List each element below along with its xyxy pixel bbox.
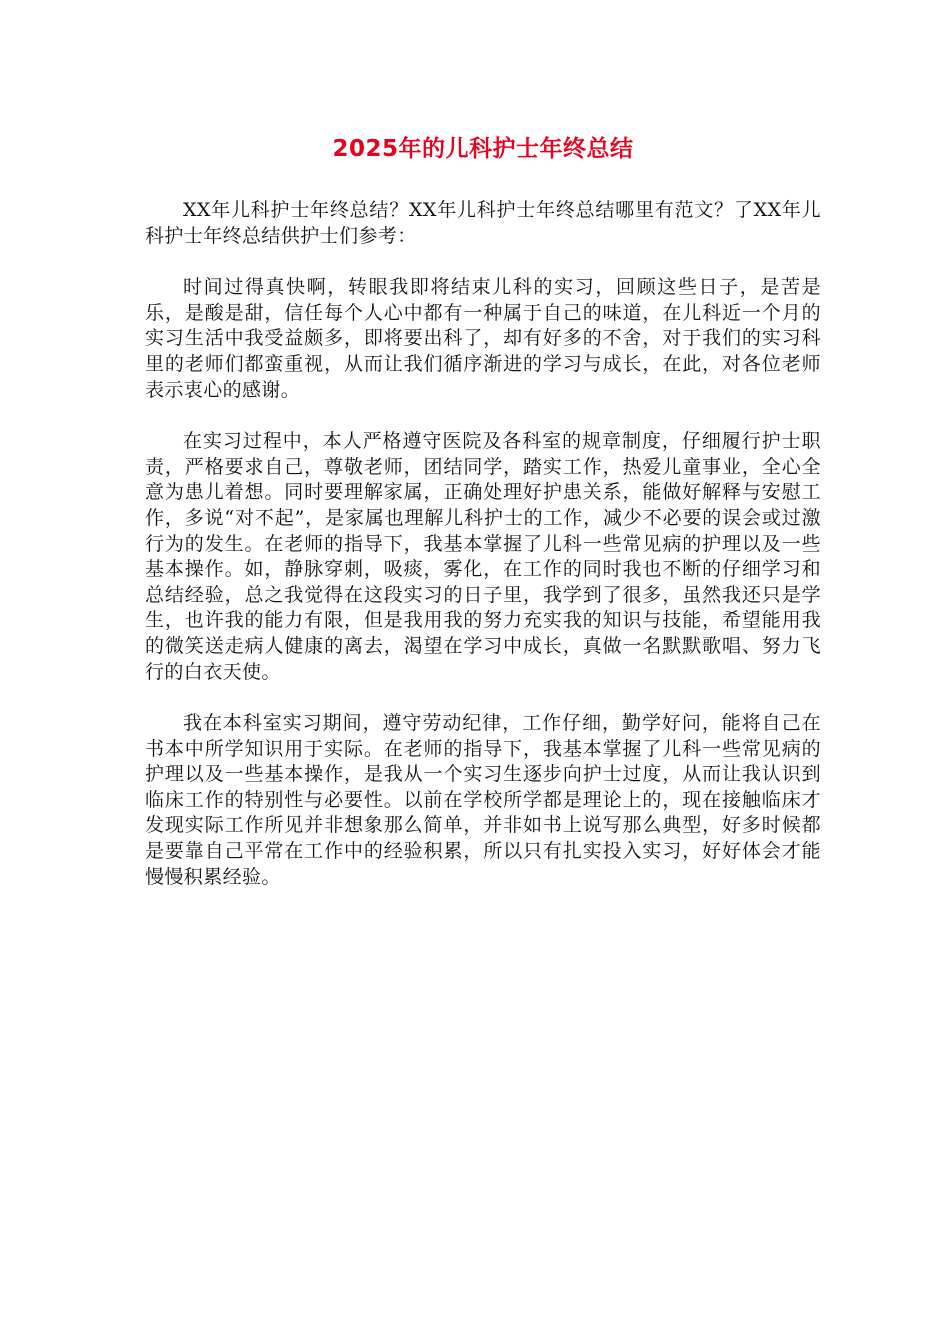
body-paragraph-2: 在实习过程中，本人严格遵守医院及各科室的规章制度，仔细履行护士职责，严格要求自己，尊敬老师，团结同学，踏实工作，热爱儿童事业，全心全意为患儿着想。同时要理解家属，正确处理好护患关系，能做好解释与安慰工作，多说“对不起”，是家属也理解儿科护士的工作，减少不必要的误会或过激行为的发生。在老师的指导下，我基本掌握了儿科一些常见病的护理以及一些基本操作。如，静脉穿刺，吸痰，雾化，在工作的同时我也不断的仔细学习和总结经验，总之我觉得在这段实习的日子里，我学到了很多，虽然我还只是学生，也许我的能力有限，但是我用我的努力充实我的知识与技能，希望能用我的微笑送走病人健康的离去，渴望在学习中成长，真做一名默默歌唱、努力飞行的白衣天使。 — [145, 430, 821, 683]
body-paragraph-1: 时间过得真快啊，转眼我即将结束儿科的实习，回顾这些日子，是苦是乐，是酸是甜，信任每个人心中都有一种属于自己的味道，在儿科近一个月的实习生活中我受益颇多，即将要出科了，却有好多的不舍，对于我们的实习科里的老师们都蛮重视，从而让我们循序渐进的学习与成长，在此，对各位老师表示衷心的感谢。 — [145, 276, 821, 401]
body-paragraph-3: 我在本科室实习期间，遵守劳动纪律，工作仔细，勤学好问，能将自己在书本中所学知识用于实际。在老师的指导下，我基本掌握了儿科一些常见病的护理以及一些基本操作，是我从一个实习生逐步向护士过度，从而让我认识到临床工作的特别性与必要性。以前在学校所学都是理论上的，现在接触临床才发现实际工作所见并非想象那么简单，并非如书上说写那么典型，好多时候都是要靠自己平常在工作中的经验积累，所以只有扎实投入实习，好好体会才能慢慢积累经验。 — [145, 712, 821, 888]
document-page — [145, 132, 821, 916]
intro-paragraph: XX年儿科护士年终总结？XX年儿科护士年终总结哪里有范文？了XX年儿科护士年终总结供护士们参考： — [145, 199, 821, 247]
document-title: 2025年的儿科护士年终总结 — [332, 136, 634, 162]
